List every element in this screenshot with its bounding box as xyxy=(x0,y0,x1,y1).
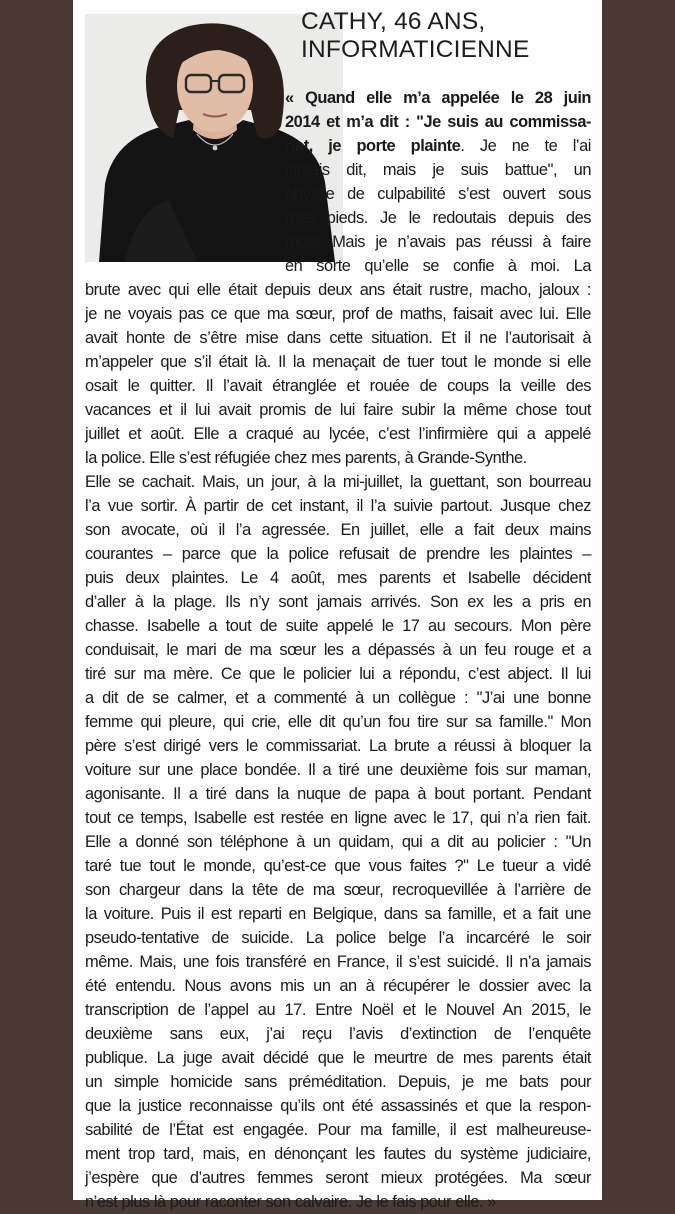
body-line xyxy=(85,590,591,614)
body-line xyxy=(85,806,591,830)
body-line xyxy=(85,638,591,662)
body-line-text: la voiture. Puis il est reparti en Belgique, dans sa famille, et a fait une xyxy=(85,905,591,923)
body-line-bold: « Quand elle m’a appelée le 28 juin xyxy=(285,89,591,107)
body-line xyxy=(285,206,591,230)
body-line-text: mois. Mais je n’avais pas réussi à faire xyxy=(285,233,591,251)
body-line xyxy=(85,854,591,878)
body-line-text: voiture sur une place bondée. Il a tiré une deuxième fois sur maman, xyxy=(85,761,591,779)
body-line xyxy=(285,86,591,110)
body-line-bold: riat, je porte plainte xyxy=(285,137,461,155)
body-line xyxy=(285,254,591,278)
body-line-text: osait le quitter. Il l’avait étranglée et rouée de coups la veille des xyxy=(85,377,591,395)
body-line xyxy=(285,230,591,254)
body-line-text: vacances et il lui avait promis de lui faire subir la même chose tout xyxy=(85,401,591,419)
body-line xyxy=(85,686,591,710)
body-line-text: père s’est dirigé vers le commissariat. La brute a réussi à bloquer la xyxy=(85,737,591,755)
body-line xyxy=(85,782,591,806)
body-line xyxy=(285,182,591,206)
body-line xyxy=(85,1094,591,1118)
body-line-text: puis deux plaintes. Le 4 août, mes parents et Isabelle décident xyxy=(85,569,591,587)
body-line xyxy=(85,1118,591,1142)
body-line-text: l’a vue sortir. À partir de cet instant, il l’a suivie partout. Jusque chez xyxy=(85,497,591,515)
body-line xyxy=(85,374,591,398)
body-line-text: je ne voyais pas ce que ma sœur, prof de maths, faisait avec lui. Elle xyxy=(85,305,591,323)
body-line-text: son chargeur dans la tête de ma sœur, recroquevillée à l’arrière de xyxy=(85,881,591,899)
body-line-text: chasse. Isabelle a tout de suite appelé le 17 au secours. Mon père xyxy=(85,617,591,635)
body-line xyxy=(85,566,591,590)
body-line xyxy=(85,350,591,374)
body-line-text: avait honte de s’être mise dans cette situation. Et il ne l’autorisait à xyxy=(85,329,591,347)
body-line xyxy=(85,494,591,518)
body-line-text: agonisante. Il a tiré dans la nuque de papa à bout portant. Pendant xyxy=(85,785,591,803)
body-line xyxy=(85,278,591,302)
body-line-text: même. Mais, une fois transféré en France, il s’est suicidé. Il n’a jamais xyxy=(85,953,591,971)
body-line xyxy=(285,158,591,182)
body-line-text: a dit de se calmer, et a commenté à un collègue : "J’ai une bonne xyxy=(85,689,591,707)
body-line xyxy=(85,614,591,638)
body-line xyxy=(85,326,591,350)
body-line xyxy=(85,542,591,566)
body-line xyxy=(85,302,591,326)
body-line-text: m’appeler que s’il était là. Il la menaçait de tuer tout le monde si elle xyxy=(85,353,591,371)
body-line xyxy=(285,134,591,158)
body-line-text: que la justice reconnaisse qu’ils ont été assassinés et que la respon- xyxy=(85,1097,591,1115)
body-line xyxy=(85,878,591,902)
body-line-text: jamais dit, mais je suis battue", un xyxy=(285,161,591,179)
body-line-text: tiré sur ma mère. Ce que le policier lui a répondu, c’est abject. Il lui xyxy=(85,665,591,683)
body-line-text: Elle a donné son téléphone à un quidam, qui a dit au policier : "Un xyxy=(85,833,591,851)
body-line xyxy=(85,1166,591,1190)
body-line-text: publique. La juge avait décidé que le meurtre de mes parents était xyxy=(85,1049,591,1067)
body-line-text: transcription de l’appel au 17. Entre Noël et le Nouvel An 2015, le xyxy=(85,1001,591,1019)
body-line xyxy=(85,1022,591,1046)
body-line xyxy=(85,422,591,446)
body-line xyxy=(85,734,591,758)
body-line-text: taré tue tout le monde, qu’est-ce que vous faites ?" Le tueur a vidé xyxy=(85,857,591,875)
body-line-text: en sorte qu’elle se confie à moi. La xyxy=(285,257,591,275)
body-line-text: mes pieds. Je le redoutais depuis des xyxy=(285,209,591,227)
body-line-text: été entendu. Nous avons mis un an à récupérer le dossier avec la xyxy=(85,977,591,995)
body-line-text: conduisait, le mari de ma sœur les a dépassés à un feu rouge et a xyxy=(85,641,591,659)
article-title xyxy=(301,8,591,64)
body-line xyxy=(85,1046,591,1070)
body-line xyxy=(85,758,591,782)
body-line-text: j’espère que d’autres femmes seront mieux protégées. Ma sœur xyxy=(85,1169,591,1187)
body-line-text: un simple homicide sans préméditation. Depuis, je me bats pour xyxy=(85,1073,591,1091)
body-line-text: courantes – parce que la police refusait de prendre les plaintes – xyxy=(85,545,591,563)
body-line xyxy=(85,470,591,494)
body-line-text: d’aller à la plage. Ils n’y sont jamais arrivés. Son ex les a pris en xyxy=(85,593,591,611)
body-line xyxy=(85,950,591,974)
body-line-text: . Je ne te l’ai xyxy=(460,137,591,155)
article-page xyxy=(73,0,602,1211)
title-line-2: INFORMATICIENNE xyxy=(301,36,530,63)
body-line xyxy=(85,998,591,1022)
body-line xyxy=(85,518,591,542)
body-line xyxy=(85,830,591,854)
body-line-text: tout ce temps, Isabelle est restée en ligne avec le 17, qui n’a rien fait. xyxy=(85,809,591,827)
body-line-text: la police. Elle s’est réfugiée chez mes parents, à Grande-Synthe. xyxy=(85,449,527,467)
body-line xyxy=(85,902,591,926)
body-line xyxy=(85,398,591,422)
body-line-text: Elle se cachait. Mais, un jour, à la mi-juillet, la guettant, son bourreau xyxy=(85,473,591,491)
body-line-text: juillet et août. Elle a craqué au lycée, c’est l’infirmière qui a appelé xyxy=(85,425,591,443)
body-line xyxy=(85,974,591,998)
body-line xyxy=(85,710,591,734)
body-line-text: ment trop tard, mais, en dénonçant les fautes du système judiciaire, xyxy=(85,1145,591,1163)
body-line-text: brute avec qui elle était depuis deux ans était rustre, macho, jaloux : xyxy=(85,281,591,299)
body-line-text: pseudo-tentative de suicide. La police belge l’a incarcéré le soir xyxy=(85,929,591,947)
title-line-1: CATHY, 46 ANS, xyxy=(301,8,486,35)
body-line-bold: 2014 et m’a dit : "Je suis au commissa- xyxy=(285,113,591,131)
body-line-text: femme qui pleure, qui crie, elle dit qu’un fou tire sur sa famille." Mon xyxy=(85,713,591,731)
body-line xyxy=(85,1070,591,1094)
body-line xyxy=(85,1142,591,1166)
body-line xyxy=(85,926,591,950)
body-line-text: n’est plus là pour raconter son calvaire. Je le fais pour elle. » xyxy=(85,1193,496,1211)
body-line-text: son avocate, où il l’a agressée. En juillet, elle a fait deux mains xyxy=(85,521,591,539)
body-line-text: abysse de culpabilité s’est ouvert sous xyxy=(285,185,591,203)
body-line xyxy=(85,662,591,686)
body-line xyxy=(85,1190,591,1214)
body-line xyxy=(285,110,591,134)
body-line-text: deuxième sans eux, j’ai reçu l’avis d’extinction de l’enquête xyxy=(85,1025,591,1043)
body-line-text: sabilité de l’État est engagée. Pour ma famille, il est malheureuse- xyxy=(85,1121,591,1139)
body-line xyxy=(85,446,591,470)
